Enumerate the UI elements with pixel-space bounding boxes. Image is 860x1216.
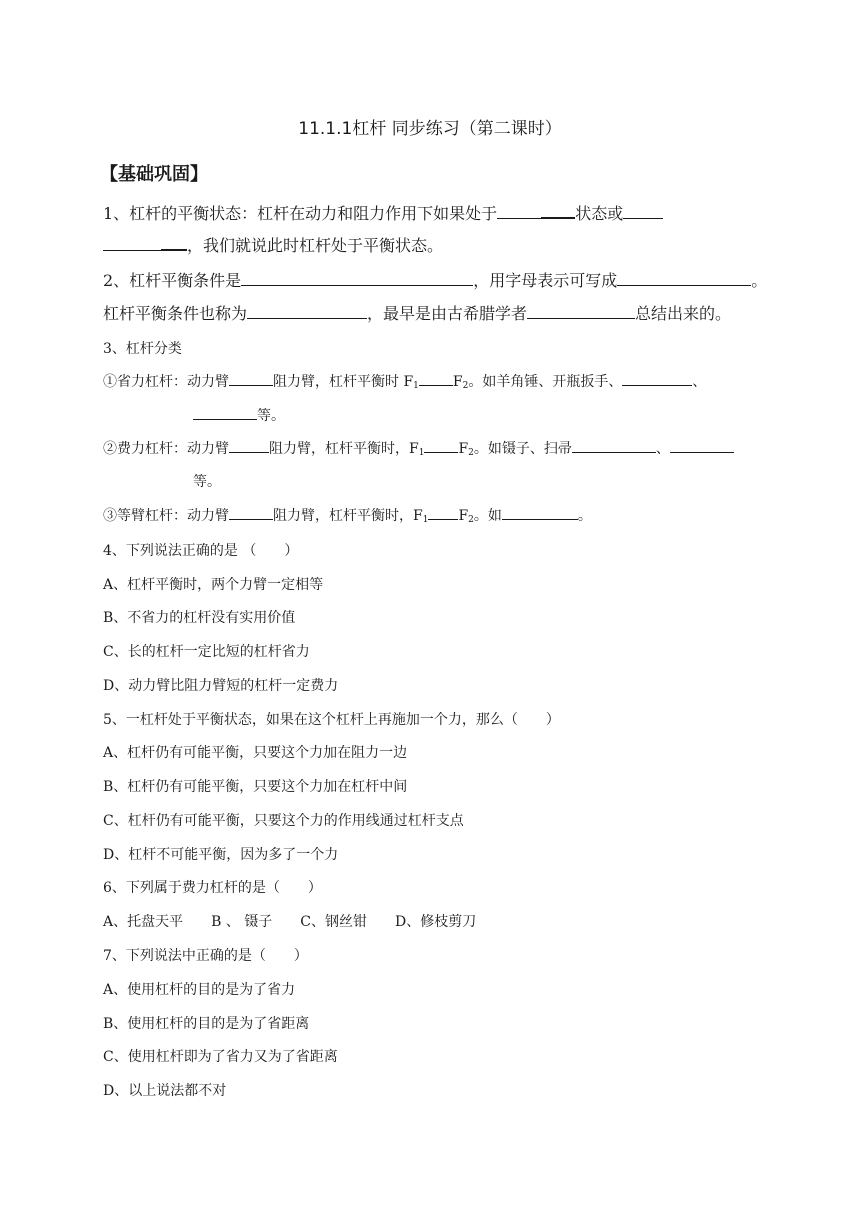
page-title: 11.1.1杠杆 同步练习（第二课时） [298,119,562,139]
q3-subitem-1-cont: 等。 [193,405,285,425]
q4-option-d[interactable]: D、动力臂比阻力臂短的杠杆一定费力 [103,678,339,694]
q2-line1: 2、杠杆平衡条件是 ，用字母表示可写成 。 [103,271,768,290]
q6-stem: 6、下列属于费力杠杆的是（ ） [103,880,322,896]
q5-option-c[interactable]: C、杠杆仍有可能平衡，只要这个力的作用线通过杠杆支点 [103,813,464,829]
q2-blank3[interactable] [247,304,367,319]
q3-subitem-1: ①省力杠杆：动力臂 阻力臂，杠杆平衡时 $F_1$ $F_2$。如羊角锤、开瓶扳手、 、 [103,371,706,391]
q3-s1-blank4[interactable] [193,405,257,420]
q5-option-d[interactable]: D、杠杆不可能平衡，因为多了一个力 [103,847,339,863]
q2-blank1[interactable] [241,271,473,286]
q1-blank2-a[interactable] [623,204,663,219]
q2-blank2[interactable] [617,271,751,286]
q7-option-d[interactable]: D、以上说法都不对 [103,1083,227,1099]
q5-stem: 5、一杠杆处于平衡状态，如果在这个杠杆上再施加一个力，那么（ ） [103,712,560,728]
q3-s2-blank2[interactable] [424,438,458,453]
q1-blank1-b[interactable] [541,203,575,219]
q3-s1-blank2[interactable] [419,371,453,386]
q3-subitem-3: ③等臂杠杆：动力臂 阻力臂，杠杆平衡时，$F_1$ $F_2$。如 。 [103,505,592,525]
q2-blank4[interactable] [527,304,635,319]
q3-s1-blank1[interactable] [229,371,273,386]
q6-options[interactable]: A、托盘天平 B 、 镊子 C、钢丝钳 D、修枝剪刀 [103,914,477,930]
section-heading: 【基础巩固】 [100,164,208,185]
q7-option-c[interactable]: C、使用杠杆即为了省力又为了省距离 [103,1049,338,1065]
q3-subitem-2-cont: 等。 [193,474,221,490]
q1-line2: ，我们就说此时杠杆处于平衡状态。 [103,233,443,256]
q5-option-b[interactable]: B、杠杆仍有可能平衡，只要这个力加在杠杆中间 [103,779,408,795]
q3-s3-blank1[interactable] [229,505,273,520]
q3-s2-blank3[interactable] [572,438,656,453]
q1-line1: 1、杠杆的平衡状态：杠杆在动力和阻力作用下如果处于 状态或 [103,201,663,224]
q2-line2: 杠杆平衡条件也称为 ，最早是由古希腊学者 总结出来的。 [103,304,732,323]
q3-subitem-2: ②费力杠杆：动力臂 阻力臂，杠杆平衡时，$F_1$ $F_2$。如镊子、扫帚 、 [103,438,734,458]
q4-option-b[interactable]: B、不省力的杠杆没有实用价值 [103,610,296,626]
q7-option-b[interactable]: B、使用杠杆的目的是为了省距离 [103,1016,310,1032]
q3-s2-blank1[interactable] [229,438,269,453]
q1-blank2-c[interactable] [161,235,187,251]
q7-option-a[interactable]: A、使用杠杆的目的是为了省力 [103,982,296,998]
q3-s3-blank3[interactable] [502,505,578,520]
q1-blank2-b[interactable] [103,236,161,251]
q4-stem: 4、下列说法正确的是 （ ） [103,543,299,559]
q3-s2-blank4[interactable] [670,438,734,453]
q1-blank1-a[interactable] [497,204,541,219]
q4-option-c[interactable]: C、长的杠杆一定比短的杠杆省力 [103,644,310,660]
q3-s1-blank3[interactable] [622,371,692,386]
q3-heading: 3、杠杆分类 [103,341,182,357]
q4-option-a[interactable]: A、杠杆平衡时，两个力臂一定相等 [103,577,324,593]
q5-option-a[interactable]: A、杠杆仍有可能平衡，只要这个力加在阻力一边 [103,745,408,761]
q7-stem: 7、下列说法中正确的是（ ） [103,948,308,964]
q3-s3-blank2[interactable] [428,505,458,520]
